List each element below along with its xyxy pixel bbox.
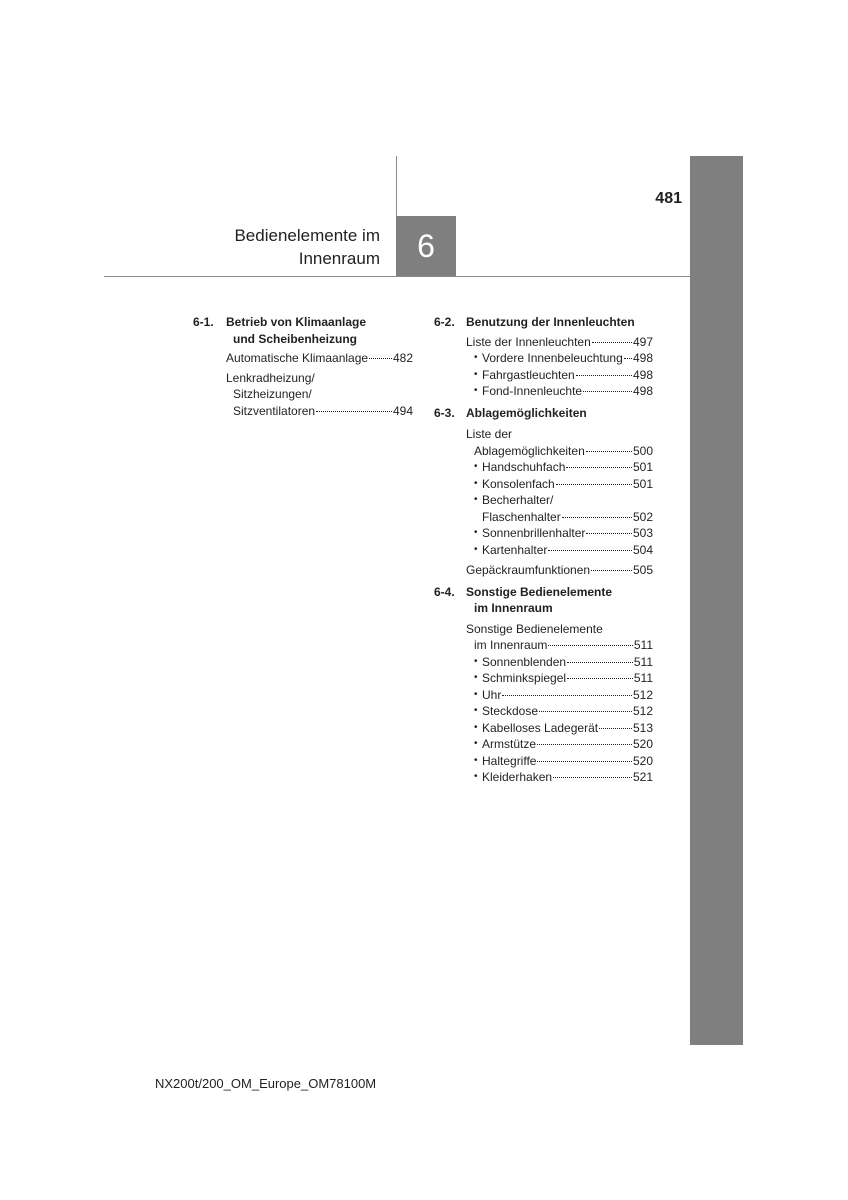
toc-entry-page: 501 <box>632 476 653 491</box>
section-heading <box>193 314 413 331</box>
chapter-title <box>200 224 380 270</box>
toc-entry-page: 511 <box>633 638 653 652</box>
toc-entry-label: Kabelloses Ladegerät <box>482 720 599 735</box>
section-heading <box>434 584 653 601</box>
toc-entry-label: Armstütze <box>482 737 537 751</box>
toc-entry-line <box>193 386 413 403</box>
toc-entry-page: 521 <box>632 770 653 784</box>
toc-entry-label: Steckdose <box>482 704 539 718</box>
toc-entry[interactable] <box>434 687 653 704</box>
toc-entry-label: im Innenraum <box>474 638 548 652</box>
dot-leader <box>591 570 632 571</box>
toc-entry[interactable] <box>434 703 653 720</box>
toc-entry-label: Flaschenhalter <box>482 509 561 524</box>
toc-entry[interactable] <box>434 562 653 579</box>
bullet: • <box>474 368 478 380</box>
bullet: • <box>474 655 478 667</box>
bullet: • <box>474 494 478 505</box>
dot-leader <box>586 533 632 534</box>
dot-leader <box>539 711 632 712</box>
toc-entry-page: 511 <box>633 671 653 685</box>
toc-entry-label: Haltegriffe <box>482 753 537 768</box>
toc-entry[interactable] <box>434 350 653 367</box>
section-title: Betrieb von Klimaanlage <box>226 315 367 329</box>
dot-leader <box>553 777 632 778</box>
toc-entry-page: 511 <box>633 654 653 669</box>
toc-entry-label: Sitzheizungen/ <box>233 387 312 401</box>
chapter-title-line2: Innenraum <box>298 249 380 268</box>
toc-entry[interactable] <box>434 383 653 400</box>
toc-entry-label: Fond-Innenleuchte <box>482 384 583 398</box>
toc-entry-page: 498 <box>632 384 653 398</box>
document-footer: NX200t/200_OM_Europe_OM78100M <box>155 1076 377 1091</box>
header-horizontal-rule <box>104 276 690 277</box>
toc-entry-label: Uhr <box>482 687 502 702</box>
bullet: • <box>474 688 478 700</box>
toc-entry-label: Vordere Innenbeleuchtung <box>482 351 623 365</box>
toc-left-column <box>193 314 413 419</box>
toc-entry-line <box>193 370 413 387</box>
bullet: • <box>474 352 478 363</box>
toc-entry[interactable] <box>434 637 653 654</box>
dot-leader <box>548 550 632 551</box>
dot-leader <box>576 375 632 376</box>
dot-leader <box>567 662 633 663</box>
page-number: 481 <box>655 190 682 207</box>
bullet: • <box>474 672 478 683</box>
bullet: • <box>474 754 478 766</box>
bullet: • <box>474 771 478 782</box>
bullet: • <box>474 738 478 749</box>
bullet: • <box>474 705 478 716</box>
toc-entry-page: 482 <box>392 351 413 365</box>
section-number: 6-3. <box>434 405 455 420</box>
dot-leader <box>566 467 632 468</box>
bullet: • <box>474 477 478 489</box>
section-number: 6-2. <box>434 315 455 329</box>
toc-entry[interactable] <box>434 443 653 460</box>
toc-entry-page: 502 <box>632 509 653 524</box>
dot-leader <box>567 678 633 679</box>
toc-entry-label: Ablagemöglichkeiten <box>474 443 585 458</box>
toc-entry[interactable] <box>434 367 653 384</box>
toc-entry[interactable] <box>434 736 653 753</box>
toc-entry-label: Sonstige Bedienelemente <box>466 621 603 636</box>
toc-entry[interactable] <box>434 334 653 351</box>
section-number: 6-4. <box>434 584 455 599</box>
dot-leader <box>592 342 632 343</box>
dot-leader <box>316 411 392 412</box>
toc-entry[interactable] <box>193 350 413 367</box>
toc-entry-label: Liste der <box>466 427 513 441</box>
toc-entry[interactable] <box>434 654 653 671</box>
section-title: Sonstige Bedienelemente <box>466 584 613 599</box>
section-number: 6-1. <box>193 315 214 329</box>
toc-entry-label: Sitzventilatoren <box>233 403 316 418</box>
dot-leader <box>599 728 632 729</box>
section-title: und Scheibenheizung <box>233 331 358 346</box>
dot-leader <box>562 517 632 518</box>
section-title: Benutzung der Innenleuchten <box>466 315 635 329</box>
toc-right-column <box>434 314 653 786</box>
toc-entry[interactable] <box>434 509 653 526</box>
toc-entry-label: Liste der Innenleuchten <box>466 334 591 349</box>
toc-entry-page: 494 <box>392 403 413 418</box>
toc-entry-page: 498 <box>632 351 653 365</box>
toc-entry[interactable] <box>434 670 653 687</box>
toc-entry-label: Fahrgastleuchten <box>482 367 575 382</box>
toc-entry-page: 501 <box>632 460 653 474</box>
toc-entry-page: 513 <box>632 720 653 735</box>
toc-entry-page: 512 <box>632 687 653 702</box>
dot-leader <box>624 358 632 359</box>
toc-entry-page: 500 <box>632 443 653 458</box>
toc-entry-label: Lenkradheizung/ <box>226 370 315 385</box>
toc-entry-page: 512 <box>632 704 653 718</box>
dot-leader <box>586 451 632 452</box>
dot-leader <box>583 391 632 392</box>
toc-entry-label: Konsolenfach <box>482 476 555 491</box>
toc-entry-label: Handschuhfach <box>482 460 566 474</box>
bullet: • <box>474 385 478 396</box>
toc-entry[interactable] <box>434 769 653 786</box>
toc-entry-label: Gepäckraumfunktionen <box>466 563 591 577</box>
toc-entry-label: Automatische Klimaanlage <box>226 351 369 365</box>
dot-leader <box>369 358 392 359</box>
toc-entry-label: Schminkspiegel <box>482 671 567 685</box>
toc-entry-page: 505 <box>632 563 653 577</box>
toc-entry[interactable] <box>434 476 653 493</box>
chapter-title-line1: Bedienelemente im <box>234 226 380 245</box>
toc-entry[interactable] <box>434 525 653 542</box>
toc-entry-line <box>434 621 653 638</box>
toc-entry-label: Kartenhalter <box>482 542 548 557</box>
toc-entry-page: 504 <box>632 542 653 557</box>
bullet: • <box>474 543 478 555</box>
section-title: Ablagemöglichkeiten <box>466 405 587 420</box>
section-title: im Innenraum <box>474 601 553 615</box>
toc-entry-label: Sonnenbrillenhalter <box>482 526 586 540</box>
toc-entry[interactable] <box>434 459 653 476</box>
section-heading-cont <box>193 331 413 348</box>
chapter-number-box: 6 <box>396 216 456 276</box>
section-heading <box>434 314 653 331</box>
dot-leader <box>548 645 632 646</box>
section-heading-cont <box>434 600 653 617</box>
dot-leader <box>537 761 631 762</box>
bullet: • <box>474 461 478 472</box>
toc-entry-label: Becherhalter/ <box>482 493 554 507</box>
bullet: • <box>474 527 478 538</box>
toc-entry-page: 497 <box>632 334 653 349</box>
toc-entry-line <box>434 426 653 443</box>
toc-entry-label: Sonnenblenden <box>482 654 567 669</box>
toc-entry[interactable] <box>193 403 413 420</box>
dot-leader <box>537 744 632 745</box>
bullet: • <box>474 721 478 733</box>
toc-entry-page: 498 <box>632 367 653 382</box>
toc-entry-line <box>434 492 653 509</box>
toc-entry[interactable] <box>434 720 653 737</box>
toc-entry-page: 520 <box>632 737 653 751</box>
toc-entry-page: 520 <box>632 753 653 768</box>
dot-leader <box>556 484 632 485</box>
toc-entry-label: Kleiderhaken <box>482 770 553 784</box>
chapter-thumb-tab <box>690 156 743 1045</box>
dot-leader <box>502 695 632 696</box>
section-heading <box>434 405 653 422</box>
toc-entry[interactable] <box>434 542 653 559</box>
toc-entry-page: 503 <box>632 526 653 540</box>
toc-entry[interactable] <box>434 753 653 770</box>
